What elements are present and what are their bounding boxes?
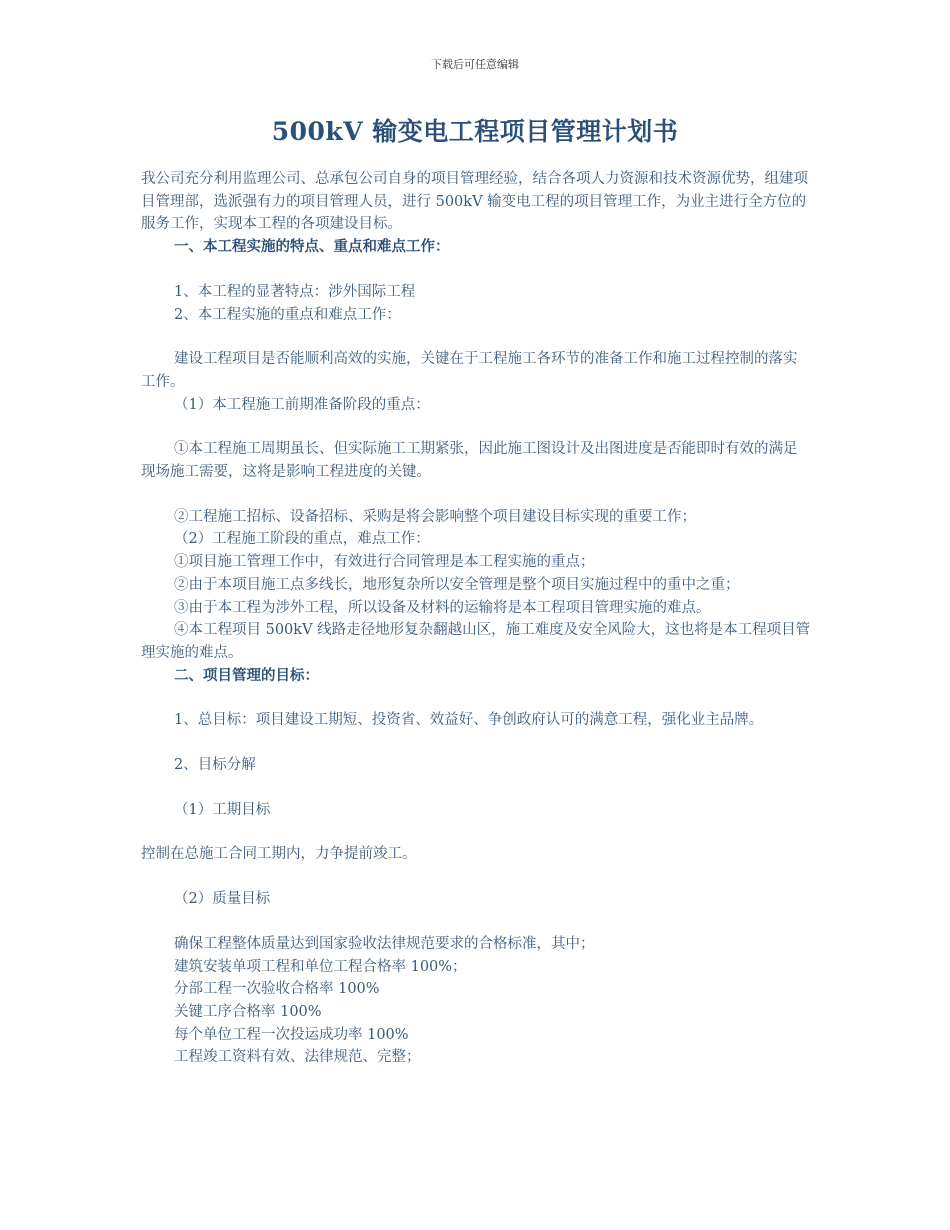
intro-paragraph: 我公司充分利用监理公司、总承包公司自身的项目管理经验，结合各项人力资源和技术资源优势，组建项目管理部，选派强有力的项目管理人员，进行 500kV 输变电工程的项目管理工作，为业主进行全方位的服务工作，实现本工程的各项建设目标。 [141,171,808,233]
paragraph: 2、目标分解 [174,757,256,774]
section-heading-1: 一、本工程实施的特点、重点和难点工作： [174,238,450,256]
paragraph: 工程竣工资料有效、法律规范、完整； [174,1049,421,1066]
paragraph: （1）本工程施工前期准备阶段的重点： [174,396,430,413]
document-title: 500kV 输变电工程项目管理计划书 [271,117,679,146]
paragraph: ①项目施工管理工作中，有效进行合同管理是本工程实施的重点； [174,554,595,571]
paragraph: ②由于本项目施工点多线长，地形复杂所以安全管理是整个项目实施过程中的重中之重； [174,576,740,593]
paragraph: ④本工程项目 500kV 线路走径地形复杂翻越山区，施工难度及安全风险大，这也将是本工程项目管理实施的难点。 [141,622,811,661]
paragraph: 每个单位工程一次投运成功率 100% [174,1026,409,1043]
paragraph: 分部工程一次验收合格率 100% [174,981,380,998]
paragraph: 建设工程项目是否能顺利高效的实施，关键在于工程施工各环节的准备工作和施工过程控制的落实工作。 [141,351,798,390]
paragraph: ①本工程施工周期虽长、但实际施工工期紧张，因此施工图设计及出图进度是否能即时有效的满足现场施工需要，这将是影响工程进度的关键。 [141,441,798,481]
paragraph: ③由于本工程为涉外工程，所以设备及材料的运输将是本工程项目管理实施的难点。 [174,599,711,616]
section-heading-2: 二、项目管理的目标： [174,666,319,684]
paragraph: （2）工程施工阶段的重点，难点工作： [174,531,430,548]
page-header: 下载后可任意编辑 [431,58,519,71]
paragraph: （1）工期目标 [174,801,271,818]
paragraph: ②工程施工招标、设备招标、采购是将会影响整个项目建设目标实现的重要工作； [174,508,696,525]
paragraph: 1、总目标：项目建设工期短、投资省、效益好、争创政府认可的满意工程，强化业主品牌。 [174,712,764,729]
document-body [141,168,811,1069]
paragraph: 建筑安装单项工程和单位工程合格率 100%； [174,958,467,975]
paragraph: 2、本工程实施的重点和难点工作： [174,306,401,323]
paragraph: 确保工程整体质量达到国家验收法律规范要求的合格标准，其中； [174,935,595,952]
paragraph: 关键工序合格率 100% [174,1003,322,1020]
paragraph: 1、本工程的显著特点：涉外国际工程 [174,283,416,300]
paragraph: 控制在总施工合同工期内，力争提前竣工。 [141,846,417,863]
paragraph: （2）质量目标 [174,891,271,908]
